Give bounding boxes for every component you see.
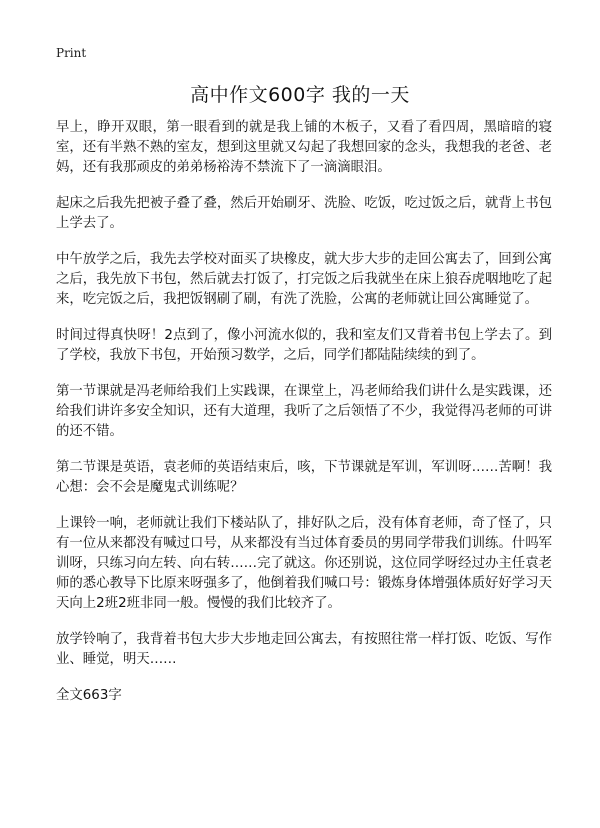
paragraph-6: 第二节课是英语，袁老师的英语结束后，咳，下节课就是军训，军训呀……苦啊！我心想：会不会是魔鬼式训练呢？ — [56, 460, 552, 495]
paragraph-1: 早上，睁开双眼，第一眼看到的就是我上铺的木板子，又看了看四周，黑暗暗的寝室，还有半熟不熟的室友，想到这里就又勾起了我想回家的念头，我想我的老爸、老妈，还有我那顽皮的弟弟杨裕涛不禁流下了一滴滴眼泪。 — [56, 120, 552, 175]
word-count: 全文663字 — [56, 688, 122, 703]
article-body — [56, 118, 552, 706]
print-link[interactable]: Print — [56, 46, 87, 60]
paragraph-5: 第一节课就是冯老师给我们上实践课，在课堂上，冯老师给我们讲什么是实践课，还给我们讲许多安全知识，还有大道理，我听了之后领悟了不少，我觉得冯老师的可讲的还不错。 — [56, 384, 552, 439]
paragraph-7: 上课铃一响，老师就让我们下楼站队了，排好队之后，没有体育老师，奇了怪了，只有一位从来都没有喊过口号，从来都没有当过体育委员的男同学带我们训练。什吗军训呀，只练习向左转、向右转……完了就这。你还别说，这位同学呀经过办主任袁老师的悉心教导下比原来呀强多了，他倒着我们喊口号：锻炼身体增强体质好好学习天天向上2班2班非同一般。慢慢的我们比较齐了。 — [56, 516, 552, 611]
paragraph-4: 时间过得真快呀！2点到了，像小河流水似的，我和室友们又背着书包上学去了。到了学校，我放下书包，开始预习数学，之后，同学们都陆陆续续的到了。 — [56, 328, 552, 363]
paragraph-2: 起床之后我先把被子叠了叠，然后开始刷牙、洗脸、吃饭，吃过饭之后，就背上书包上学去了。 — [56, 196, 552, 231]
page-title: 高中作文600字 我的一天 — [190, 84, 410, 106]
paragraph-3: 中午放学之后，我先去学校对面买了块橡皮，就大步大步的走回公寓去了，回到公寓之后，我先放下书包，然后就去打饭了，打完饭之后我就坐在床上狼吞虎咽地吃了起来，吃完饭之后，我把饭钢刷了刷，有洗了洗脸，公寓的老师就让回公寓睡觉了。 — [56, 252, 552, 307]
paragraph-8: 放学铃响了，我背着书包大步大步地走回公寓去，有按照往常一样打饭、吃饭、写作业、睡觉，明天…… — [56, 632, 552, 667]
